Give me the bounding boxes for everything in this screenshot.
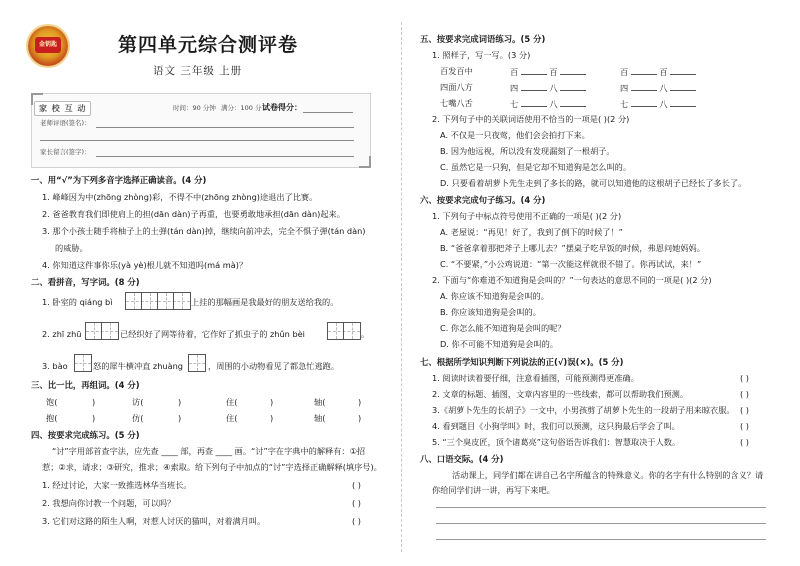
parent-sign-label: 家长留言(签字)： <box>40 148 91 156</box>
s8-answer-line-1[interactable] <box>436 507 766 508</box>
s6-q1-option-b: B. “爸爸拿着那把斧子上哪儿去？”摆桌子吃早饭的时候，弗恩问她妈妈。 <box>440 243 705 253</box>
s7-answer-2[interactable]: ( ) <box>740 389 749 399</box>
section-5-heading: 五、按要求完成词语练习。(5 分) <box>420 34 546 44</box>
section-8-heading: 八、口语交际。(4 分) <box>420 454 504 464</box>
s2-q2-text: 已经织好了网等待着，它作好了抓虫子的 zhǔn bèi <box>120 329 305 339</box>
s2-q2-grid-1[interactable] <box>85 322 119 340</box>
s4-answer-2[interactable]: ( ) <box>352 498 361 508</box>
section-4-heading: 四、按要求完成练习。(5 分) <box>31 430 140 440</box>
s5-example-2: 四面八方 <box>440 82 473 92</box>
s6-q2[interactable]: 2. 下面与“你难道不知道狗是会叫的？”一句表达的意思不同的一项是( )(2 分) <box>432 275 712 285</box>
s2-q3-grid-2[interactable] <box>188 354 206 372</box>
s2-q2-pinyin: 2. zhī zhū <box>42 329 82 339</box>
s3-r1-c2-close[interactable]: ) <box>178 397 182 407</box>
s3-r1-c4-close[interactable]: ) <box>358 397 362 407</box>
s2-q1-text: 上挂的那幅画是我最好的朋友送给我的。 <box>191 297 339 307</box>
interaction-badge: 家 校 互 动 <box>34 101 91 116</box>
s8-prompt-2: 你给同学们讲一讲，再写下来吧。 <box>432 485 555 495</box>
score-line <box>303 112 353 113</box>
s7-statement-3: 3.《胡萝卜先生的长胡子》一文中，小男孩剪了胡萝卜先生的一段胡子用来晾衣服。 <box>432 405 735 415</box>
s4-paragraph-2: 惹；②求，请求；③研究，推求；④索取。给下列句子中加点的“讨”字选择正确解释(填序号)。 <box>42 462 382 472</box>
page-subtitle: 语文 三年级 上册 <box>153 65 243 77</box>
teacher-comment-label: 老师评语(签名)： <box>40 119 91 127</box>
s8-answer-line-3[interactable] <box>436 539 766 540</box>
badge-logo <box>28 26 68 66</box>
s2-q3-end: ，周围的小动物看见了都急忙逃跑。 <box>208 361 340 371</box>
section-6-heading: 六、按要求完成句子练习。(4 分) <box>420 195 546 205</box>
s6-q2-option-c: C. 你怎么能不知道狗是会叫的呢？ <box>440 323 566 333</box>
s6-q1-option-c: C. “不要紧，”小公鸡说道：“第一次能这样就很不错了。你再试试，来！” <box>440 259 702 269</box>
s7-statement-2: 2. 文章的标题、插图，文章内容里的一些线索，都可以帮助我们预测。 <box>432 389 689 399</box>
full-score-label: 满分：100 分 <box>221 104 262 112</box>
s5-option-d: D. 只要看着胡萝卜先生走到了多长的路，就可以知道他的这根胡子已经长了多长了。 <box>440 178 747 188</box>
s5-option-c: C. 虽然它是一只狗，但是它却不知道狗是怎么叫的。 <box>440 162 632 172</box>
s4-answer-3[interactable]: ( ) <box>352 516 361 526</box>
teacher-comment-line-2[interactable] <box>40 140 354 141</box>
s7-answer-1[interactable]: ( ) <box>740 373 749 383</box>
s3-r2-c1: 抱( <box>46 413 58 423</box>
s4-paragraph-1[interactable]: “讨”字用部首查字法，应先查 ____ 部，再查 ____ 画。“讨”字在字典中的解释有：①招 <box>52 446 366 456</box>
s1-question-3[interactable]: 3. 那个小孩士随手将柚子上的土弹(tán dàn)掉，继续向前冲去，完全不惧子弹(tán dàn) <box>42 226 366 236</box>
s8-prompt-1: 活动课上，同学们都在讲自己名字所蕴含的特殊意义。你的名字有什么特别的含义？请 <box>452 470 764 480</box>
s5-fill-1b[interactable]: 百 百 <box>620 66 696 78</box>
s2-q3-grid-1[interactable] <box>74 354 92 372</box>
s3-r1-c3-close[interactable]: ) <box>270 397 274 407</box>
s3-r1-c2: 访( <box>132 397 144 407</box>
s1-question-3-cont: 的威胁。 <box>55 243 88 253</box>
s2-q2-end: 。 <box>361 329 370 339</box>
s2-q1-grid-2[interactable] <box>157 292 191 310</box>
s3-r1-c3: 住( <box>226 397 238 407</box>
s3-r2-c3-close[interactable]: ) <box>270 413 274 423</box>
s3-r2-c3: 住( <box>226 413 238 423</box>
section-1-heading: 一、用“√”为下列多音字选择正确读音。(4 分) <box>31 175 207 185</box>
s5-fill-2a[interactable]: 四 八 <box>510 82 586 94</box>
s5-option-b: B. 因为他远视，所以没有发现漏刻了一根胡子。 <box>440 146 615 156</box>
section-3-heading: 三、比一比，再组词。(4 分) <box>31 380 140 390</box>
score-label: 试卷得分： <box>262 103 302 112</box>
parent-sign-line[interactable] <box>96 156 354 157</box>
s5-q2[interactable]: 2. 下列句子中的关联词语使用不恰当的一项是( )(2 分) <box>432 114 630 124</box>
s5-fill-3a[interactable]: 七 八 <box>510 98 586 110</box>
s2-q3-text: 怒的犀牛横冲直 zhuàng <box>93 361 183 371</box>
s5-q1: 1. 照样子，写一写。(3 分) <box>432 50 531 60</box>
s5-example-3: 七嘴八舌 <box>440 98 473 108</box>
s5-fill-2b[interactable]: 四 八 <box>620 82 696 94</box>
s3-r1-c1: 饱( <box>46 397 58 407</box>
s1-question-1[interactable]: 1. 峰峰因为中(zhōng zhòng)彩，不得不中(zhōng zhòng)途退出了比赛。 <box>42 192 318 202</box>
s2-q1-pinyin: 1. 卧室的 qiáng bì <box>42 297 113 307</box>
s7-statement-1: 1. 阅读时读着要仔细，注意看插图，可能预测得更准确。 <box>432 373 639 383</box>
logo-label: 金钥匙 <box>35 37 61 53</box>
s6-q2-option-b: B. 你应该知道狗是会叫的。 <box>440 307 541 317</box>
s5-fill-3b[interactable]: 七 八 <box>620 98 696 110</box>
s3-r2-c2: 仿( <box>132 413 144 423</box>
s6-q2-option-a: A. 你应该不知道狗是会叫的。 <box>440 291 549 301</box>
s2-q1-grid-1[interactable] <box>125 292 159 310</box>
s7-answer-5[interactable]: ( ) <box>740 437 749 447</box>
s7-answer-3[interactable]: ( ) <box>740 405 749 415</box>
s3-r1-c4: 轴( <box>314 397 326 407</box>
s4-question-3: 3. 它们对这路的陌生人啊，对惹人讨厌的猫叫，对着满月叫。 <box>42 516 266 526</box>
s1-question-4[interactable]: 4. 你知道这件事你乐(yà yè)根儿就不知道吗(má mà)？ <box>42 260 248 270</box>
s5-example-1: 百发百中 <box>440 66 473 76</box>
s3-r2-c1-close[interactable]: ) <box>92 413 96 423</box>
s3-r2-c4-close[interactable]: ) <box>358 413 362 423</box>
column-divider <box>401 22 402 552</box>
s6-q1[interactable]: 1. 下列句子中标点符号使用不正确的一项是( )(2 分) <box>432 211 622 221</box>
s6-q1-option-a: A. 老屋说：“再见！好了，我到了倒下的时候了！” <box>440 227 623 237</box>
s7-answer-4[interactable]: ( ) <box>740 421 749 431</box>
section-2-heading: 二、看拼音，写字词。(8 分) <box>31 277 140 287</box>
s7-statement-5: 5. “三个臭皮匠，顶个诸葛亮”这句俗语告诉我们：智慧取决于人数。 <box>432 437 681 447</box>
teacher-comment-line[interactable] <box>96 127 354 128</box>
s2-q3-pinyin: 3. bào <box>42 361 68 371</box>
section-7-heading: 七、根据所学知识判断下列说法的正(√)误(×)。(5 分) <box>420 357 624 367</box>
s5-option-a: A. 不仅是一只夜莺，他们会会拍打下来。 <box>440 130 590 140</box>
s4-answer-1[interactable]: ( ) <box>352 480 361 490</box>
s4-question-1: 1. 经过讨论，大家一致推选林华当班长。 <box>42 480 192 490</box>
s3-r2-c4: 轴( <box>314 413 326 423</box>
s7-statement-4: 4. 看到题目《小狗学叫》时，我们可以预测，这只狗最后学会了叫。 <box>432 421 680 431</box>
s5-fill-1a[interactable]: 百 百 <box>510 66 586 78</box>
page-title: 第四单元综合测评卷 <box>118 34 299 56</box>
time-label: 时间：90 分钟 <box>173 104 216 112</box>
s2-q2-grid-2[interactable] <box>327 322 361 340</box>
s3-r1-c1-close[interactable]: ) <box>92 397 96 407</box>
s6-q2-option-d: D. 你不可能不知道狗是会叫的。 <box>440 339 558 349</box>
s8-answer-line-2[interactable] <box>436 523 766 524</box>
s3-r2-c2-close[interactable]: ) <box>178 413 182 423</box>
s1-question-2[interactable]: 2. 爸爸教育我们即使肩上的担(dān dàn)子再重，也要勇敢地承担(dān dàn)起来。 <box>42 209 345 219</box>
s4-question-2: 2. 我想向你讨教一个问题，可以吗？ <box>42 498 176 508</box>
